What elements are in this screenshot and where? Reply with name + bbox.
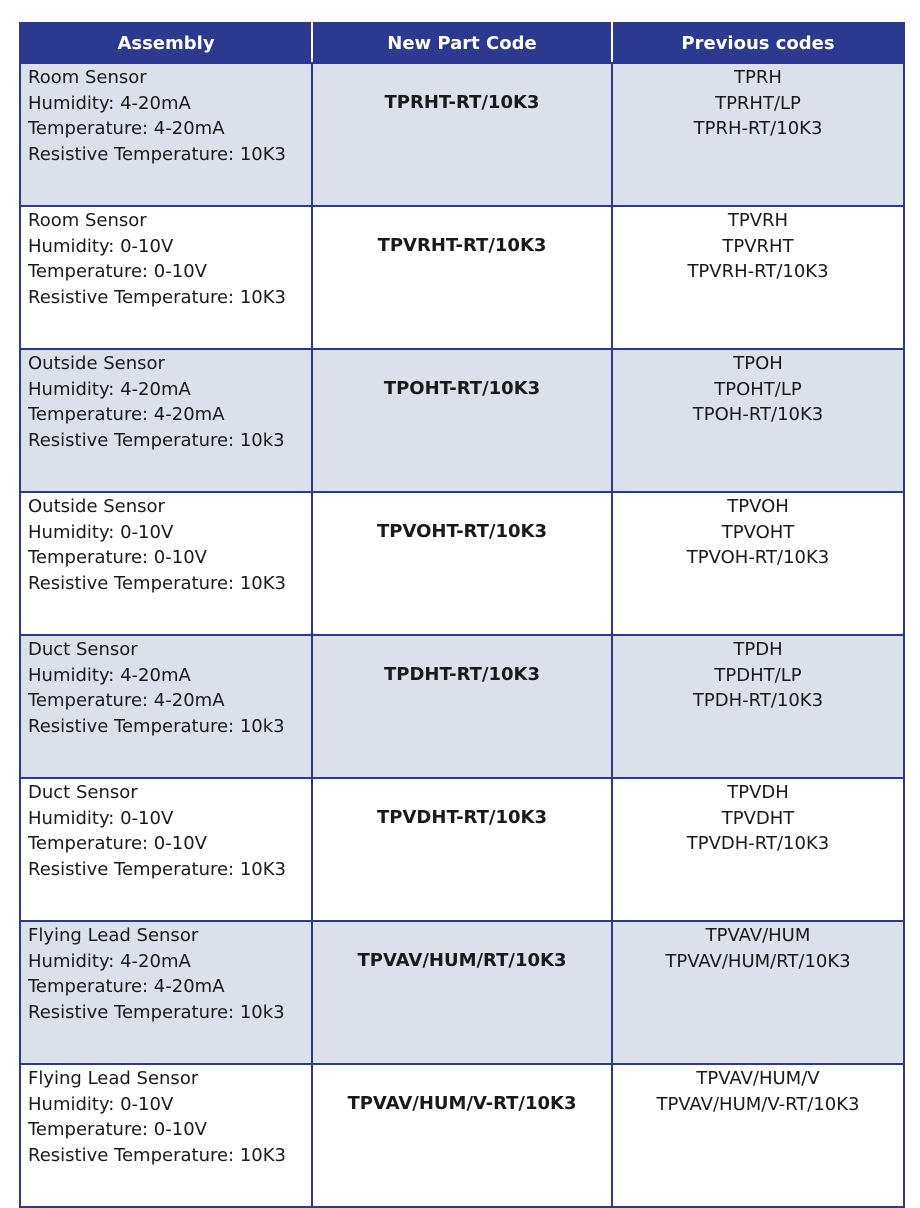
previous-codes-cell bbox=[612, 206, 904, 349]
previous-code: TPRH bbox=[734, 67, 782, 88]
table-row bbox=[20, 921, 904, 1064]
part-code-table-container bbox=[19, 22, 903, 1208]
previous-codes-cell bbox=[612, 63, 904, 206]
assembly-spec-line: Humidity: 0-10V bbox=[28, 521, 174, 543]
new-part-code: TPVAV/HUM/V-RT/10K3 bbox=[347, 1093, 577, 1114]
assembly-name: Outside Sensor bbox=[28, 496, 165, 517]
table-row bbox=[20, 206, 904, 349]
new-part-code-cell bbox=[312, 349, 612, 492]
header-previous-codes: Previous codes bbox=[612, 23, 904, 63]
new-part-code-cell bbox=[312, 921, 612, 1064]
assembly-name: Flying Lead Sensor bbox=[28, 925, 199, 946]
assembly-name: Duct Sensor bbox=[28, 782, 138, 803]
table-row bbox=[20, 63, 904, 206]
previous-code: TPVRH-RT/10K3 bbox=[687, 261, 829, 282]
previous-code: TPVOHT bbox=[721, 521, 795, 543]
assembly-spec-line: Resistive Temperature: 10k3 bbox=[28, 715, 285, 737]
assembly-spec-line: Resistive Temperature: 10k3 bbox=[28, 1001, 285, 1023]
previous-code: TPDH bbox=[733, 639, 783, 660]
previous-code: TPOHT/LP bbox=[714, 378, 802, 400]
previous-codes-cell bbox=[612, 492, 904, 635]
assembly-name: Outside Sensor bbox=[28, 353, 165, 374]
new-part-code: TPVRHT-RT/10K3 bbox=[377, 235, 547, 256]
previous-codes-cell bbox=[612, 1064, 904, 1207]
table-row bbox=[20, 778, 904, 921]
previous-codes-cell bbox=[612, 778, 904, 921]
table-row bbox=[20, 349, 904, 492]
previous-code: TPVRHT bbox=[722, 235, 794, 257]
previous-code: TPRHT/LP bbox=[715, 92, 801, 114]
previous-codes-cell bbox=[612, 635, 904, 778]
previous-code: TPVAV/HUM bbox=[705, 925, 811, 946]
assembly-spec-line: Humidity: 4-20mA bbox=[28, 664, 191, 686]
previous-code: TPVAV/HUM/V bbox=[696, 1068, 820, 1089]
assembly-cell bbox=[20, 1064, 312, 1207]
assembly-cell bbox=[20, 778, 312, 921]
assembly-spec-line: Temperature: 0-10V bbox=[28, 1119, 207, 1140]
new-part-code-cell bbox=[312, 1064, 612, 1207]
table-row bbox=[20, 492, 904, 635]
previous-code: TPVDHT bbox=[721, 807, 795, 829]
assembly-spec-line: Resistive Temperature: 10K3 bbox=[28, 572, 287, 594]
new-part-code: TPOHT-RT/10K3 bbox=[383, 378, 541, 399]
previous-code: TPDH-RT/10K3 bbox=[692, 690, 824, 711]
previous-code: TPVDH bbox=[727, 782, 789, 803]
assembly-spec-line: Resistive Temperature: 10K3 bbox=[28, 286, 287, 308]
table-header-row bbox=[20, 23, 904, 63]
previous-code: TPVOH bbox=[727, 496, 789, 517]
new-part-code-cell bbox=[312, 63, 612, 206]
new-part-code-cell bbox=[312, 206, 612, 349]
previous-code: TPVAV/HUM/V-RT/10K3 bbox=[656, 1093, 860, 1115]
assembly-name: Room Sensor bbox=[28, 67, 147, 88]
previous-code: TPRH-RT/10K3 bbox=[693, 118, 823, 139]
assembly-spec-line: Humidity: 4-20mA bbox=[28, 378, 191, 400]
previous-code: TPDHT/LP bbox=[714, 664, 802, 686]
new-part-code: TPVDHT-RT/10K3 bbox=[377, 807, 547, 828]
assembly-spec-line: Humidity: 0-10V bbox=[28, 235, 174, 257]
assembly-spec-line: Resistive Temperature: 10K3 bbox=[28, 1144, 287, 1166]
previous-code: TPVOH-RT/10K3 bbox=[686, 547, 830, 568]
previous-codes-cell bbox=[612, 349, 904, 492]
previous-code: TPOH-RT/10K3 bbox=[692, 404, 824, 425]
assembly-spec-line: Humidity: 0-10V bbox=[28, 1093, 174, 1115]
new-part-code-cell bbox=[312, 492, 612, 635]
previous-codes-cell bbox=[612, 921, 904, 1064]
table-row bbox=[20, 635, 904, 778]
assembly-spec-line: Temperature: 4-20mA bbox=[28, 118, 225, 139]
new-part-code: TPRHT-RT/10K3 bbox=[384, 92, 540, 113]
assembly-spec-line: Temperature: 4-20mA bbox=[28, 404, 225, 425]
new-part-code: TPDHT-RT/10K3 bbox=[383, 664, 540, 685]
assembly-cell bbox=[20, 349, 312, 492]
new-part-code: TPVAV/HUM/RT/10K3 bbox=[357, 950, 567, 971]
table-row bbox=[20, 1064, 904, 1207]
header-assembly: Assembly bbox=[20, 23, 312, 63]
assembly-cell bbox=[20, 63, 312, 206]
assembly-spec-line: Temperature: 4-20mA bbox=[28, 690, 225, 711]
previous-code: TPVRH bbox=[727, 210, 789, 231]
assembly-spec-line: Resistive Temperature: 10k3 bbox=[28, 429, 285, 451]
assembly-spec-line: Humidity: 4-20mA bbox=[28, 92, 191, 114]
header-new-part-code: New Part Code bbox=[312, 23, 612, 63]
part-code-table bbox=[19, 22, 905, 1208]
assembly-spec-line: Temperature: 0-10V bbox=[28, 261, 207, 282]
assembly-name: Room Sensor bbox=[28, 210, 147, 231]
assembly-spec-line: Resistive Temperature: 10K3 bbox=[28, 858, 287, 880]
assembly-name: Flying Lead Sensor bbox=[28, 1068, 199, 1089]
new-part-code: TPVOHT-RT/10K3 bbox=[377, 521, 547, 542]
new-part-code-cell bbox=[312, 635, 612, 778]
assembly-spec-line: Humidity: 4-20mA bbox=[28, 950, 191, 972]
assembly-cell bbox=[20, 635, 312, 778]
assembly-spec-line: Temperature: 0-10V bbox=[28, 547, 207, 568]
new-part-code-cell bbox=[312, 778, 612, 921]
assembly-spec-line: Humidity: 0-10V bbox=[28, 807, 174, 829]
assembly-spec-line: Temperature: 4-20mA bbox=[28, 976, 225, 997]
previous-code: TPOH bbox=[733, 353, 783, 374]
assembly-cell bbox=[20, 921, 312, 1064]
previous-code: TPVDH-RT/10K3 bbox=[686, 833, 830, 854]
assembly-cell bbox=[20, 206, 312, 349]
previous-code: TPVAV/HUM/RT/10K3 bbox=[665, 950, 851, 972]
assembly-name: Duct Sensor bbox=[28, 639, 138, 660]
assembly-spec-line: Temperature: 0-10V bbox=[28, 833, 207, 854]
assembly-cell bbox=[20, 492, 312, 635]
assembly-spec-line: Resistive Temperature: 10K3 bbox=[28, 143, 287, 165]
